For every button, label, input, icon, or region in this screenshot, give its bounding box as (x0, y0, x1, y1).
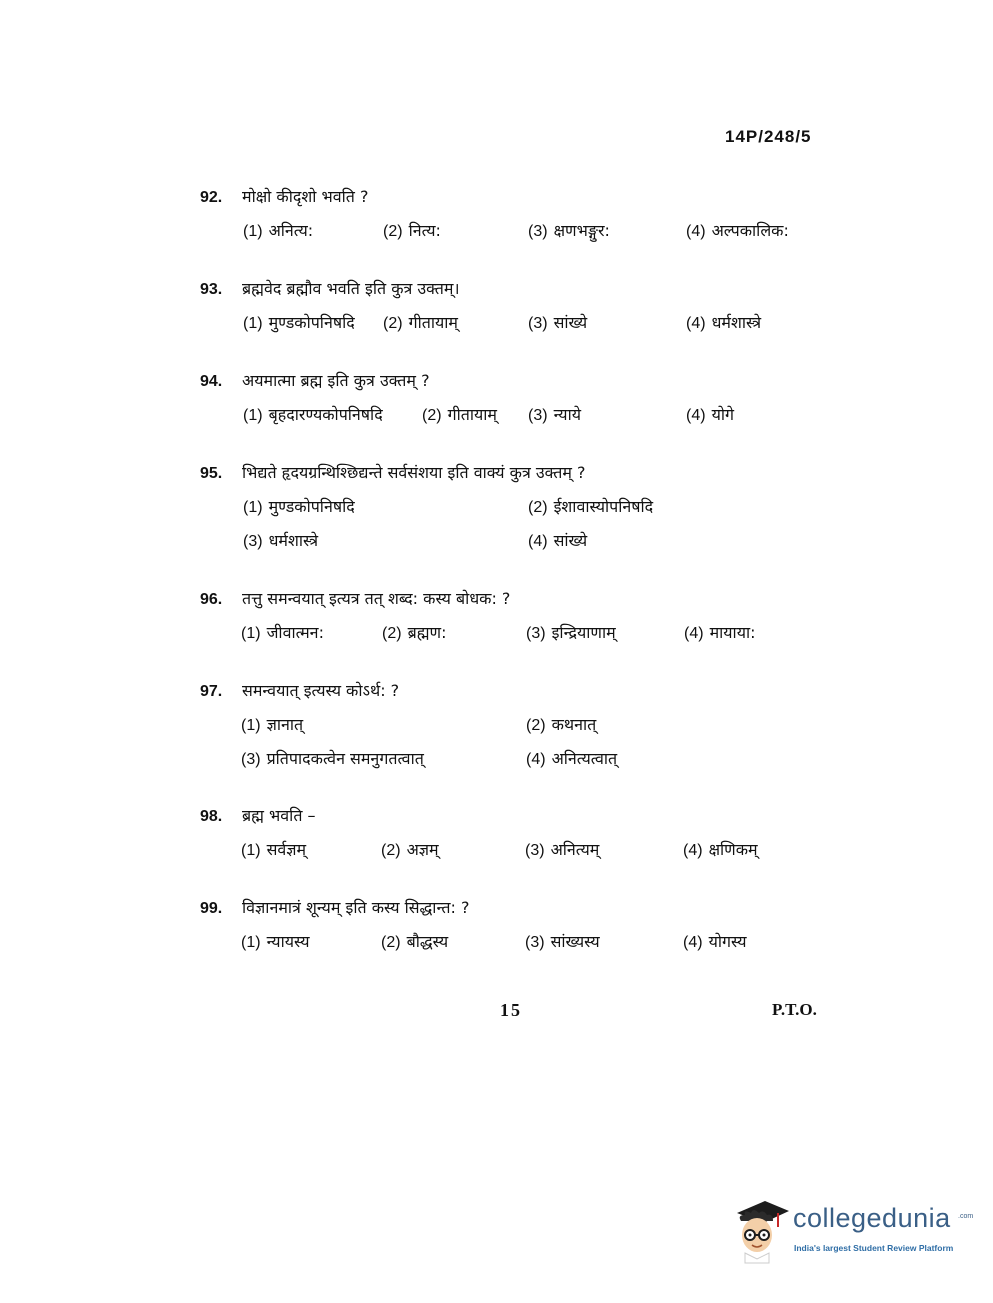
option-1: (1) ज्ञानात् (241, 715, 304, 734)
question-number: 98. (200, 808, 223, 825)
question-text: ब्रह्म भवति – (242, 806, 316, 825)
option-2: (2) कथनात् (526, 715, 597, 734)
option-1: (1) बृहदारण्यकोपनिषदि (243, 405, 383, 424)
paper-code: 14P/248/5 (725, 127, 812, 146)
option-3: (3) अनित्यम् (525, 840, 600, 859)
option-3: (3) प्रतिपादकत्वेन समनुगतत्वात् (241, 749, 424, 768)
option-1: (1) सर्वज्ञम् (241, 840, 307, 859)
question-97 (200, 676, 840, 778)
question-number: 93. (200, 281, 223, 298)
question-text: तत्तु समन्वयात् इत्यत्र तत् शब्द: कस्य बोधक: ? (242, 589, 511, 608)
option-1: (1) मुण्डकोपनिषदि (243, 497, 355, 516)
question-number: 99. (200, 900, 223, 917)
option-3: (3) न्याये (528, 405, 581, 424)
option-4: (4) योगे (686, 405, 734, 424)
option-2: (2) गीतायाम् (383, 313, 458, 332)
question-number: 97. (200, 683, 223, 700)
option-4: (4) योगस्य (683, 932, 747, 951)
question-number: 92. (200, 189, 223, 206)
question-93 (200, 274, 840, 342)
pto-label: P.T.O. (772, 1000, 817, 1019)
question-92 (200, 182, 840, 250)
option-3: (3) क्षणभङ्गुर: (528, 221, 610, 240)
option-4: (4) अल्पकालिक: (686, 221, 789, 240)
option-1: (1) न्यायस्य (241, 932, 310, 951)
question-text: ब्रह्मवेद ब्रह्मौव भवति इति कुत्र उक्तम्। (242, 279, 460, 298)
option-1: (1) मुण्डकोपनिषदि (243, 313, 355, 332)
question-94 (200, 366, 840, 434)
brand-name: collegedunia (793, 1203, 951, 1233)
question-95 (200, 458, 840, 560)
option-4: (4) मायाया: (684, 623, 756, 642)
option-1: (1) अनित्य: (243, 221, 314, 240)
question-text: अयमात्मा ब्रह्म इति कुत्र उक्तम् ? (242, 371, 430, 390)
question-96 (200, 584, 840, 652)
brand-suffix: .com (958, 1213, 974, 1220)
option-2: (2) ब्रह्मण: (382, 623, 447, 642)
question-text: भिद्यते हृदयग्रन्थिश्छिद्यन्ते सर्वसंशया इति वाक्यं कुत्र उक्तम् ? (242, 463, 586, 482)
question-number: 96. (200, 591, 223, 608)
option-3: (3) सांख्यस्य (525, 932, 600, 951)
brand-tagline: India's largest Student Review Platform (794, 1243, 954, 1253)
option-2: (2) अज्ञम् (381, 840, 439, 859)
page-number: 15 (500, 1000, 522, 1020)
question-number: 95. (200, 465, 223, 482)
option-4: (4) सांख्ये (528, 531, 588, 550)
option-3: (3) धर्मशास्त्रे (243, 531, 319, 550)
question-99 (200, 893, 840, 961)
option-4: (4) धर्मशास्त्रे (686, 313, 762, 332)
question-text: विज्ञानमात्रं शून्यम् इति कस्य सिद्धान्त: ? (242, 898, 470, 917)
collegedunia-logo (733, 1193, 973, 1268)
option-4: (4) अनित्यत्वात् (526, 749, 618, 768)
option-4: (4) क्षणिकम् (683, 840, 758, 859)
option-2: (2) बौद्धस्य (381, 932, 449, 951)
question-number: 94. (200, 373, 223, 390)
option-2: (2) ईशावास्योपनिषदि (528, 497, 654, 516)
question-98 (200, 801, 840, 869)
option-2: (2) गीतायाम् (422, 405, 497, 424)
option-1: (1) जीवात्मन: (241, 623, 324, 642)
question-text: मोक्षो कीदृशो भवति ? (242, 187, 369, 206)
question-text: समन्वयात् इत्यस्य कोऽर्थ: ? (242, 681, 400, 700)
option-2: (2) नित्य: (383, 221, 441, 240)
option-3: (3) सांख्ये (528, 313, 588, 332)
option-3: (3) इन्द्रियाणाम् (526, 623, 616, 642)
student-mascot-icon (733, 1193, 791, 1265)
